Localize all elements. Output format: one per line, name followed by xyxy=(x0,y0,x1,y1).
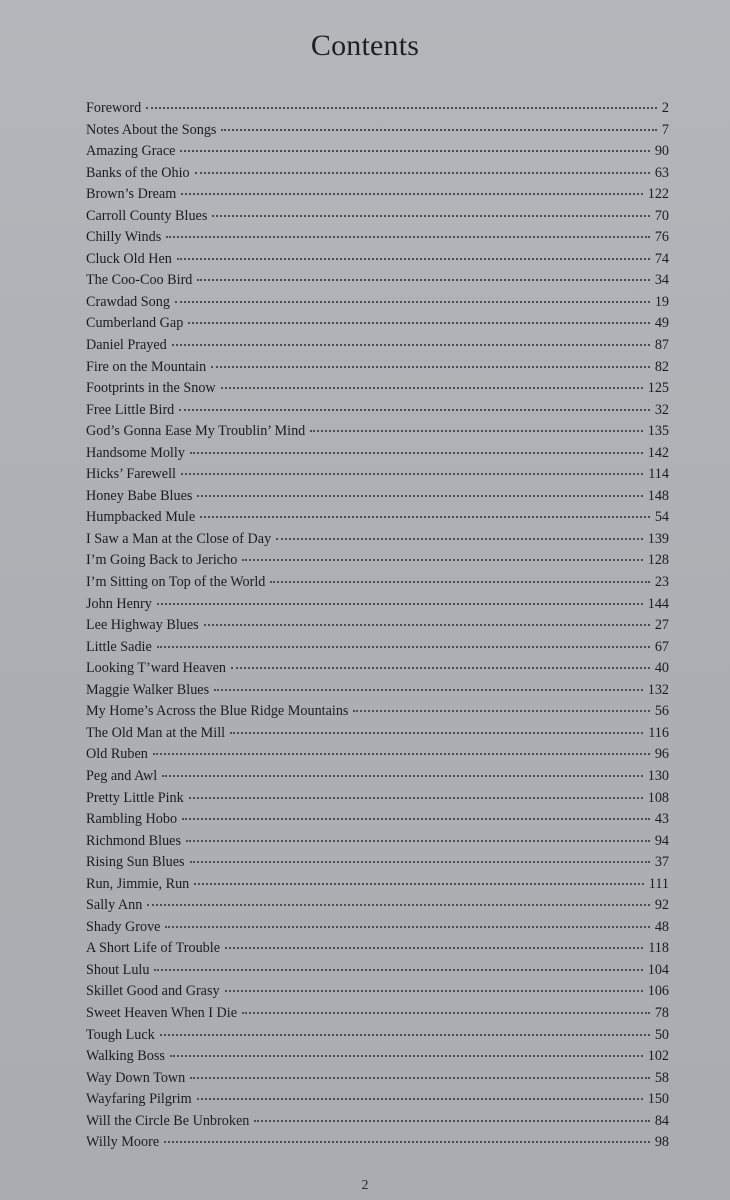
dot-leader xyxy=(225,946,643,949)
dot-leader xyxy=(195,171,650,174)
toc-entry xyxy=(86,292,669,314)
toc-entry-page: 78 xyxy=(654,1004,669,1021)
toc-entry xyxy=(86,744,669,766)
toc-entry xyxy=(86,1111,669,1133)
toc-entry-page: 90 xyxy=(654,143,669,160)
toc-entry xyxy=(86,529,669,551)
toc-entry-title: John Henry xyxy=(86,595,152,612)
toc-entry xyxy=(86,120,669,142)
toc-entry-title: Banks of the Ohio xyxy=(86,164,190,181)
toc-entry-page: 135 xyxy=(647,423,669,440)
dot-leader xyxy=(181,192,642,195)
toc-entry-title: Will the Circle Be Unbroken xyxy=(86,1112,250,1129)
toc-entry-title: Rising Sun Blues xyxy=(86,854,185,871)
toc-entry xyxy=(86,507,669,529)
toc-entry xyxy=(86,550,669,572)
toc-entry-title: Handsome Molly xyxy=(86,444,185,461)
toc-entry-title: Rambling Hobo xyxy=(86,811,178,828)
dot-leader xyxy=(214,688,643,691)
dot-leader xyxy=(146,106,657,109)
dot-leader xyxy=(147,903,649,906)
toc-entry xyxy=(86,421,669,443)
toc-entry-page: 92 xyxy=(654,897,669,914)
toc-entry xyxy=(86,1003,669,1025)
toc-entry-title: Walking Boss xyxy=(86,1048,165,1065)
toc-entry-title: Honey Babe Blues xyxy=(86,487,193,504)
dot-leader xyxy=(254,1119,649,1122)
dot-leader xyxy=(188,321,649,324)
dot-leader xyxy=(189,796,643,799)
toc-entry-title: Shady Grove xyxy=(86,918,161,935)
toc-entry xyxy=(86,184,669,206)
toc-entry-title: Wayfaring Pilgrim xyxy=(86,1091,192,1108)
toc-entry-page: 54 xyxy=(654,509,669,526)
toc-entry-page: 50 xyxy=(654,1026,669,1043)
toc-entry-title: Brown’s Dream xyxy=(86,186,177,203)
dot-leader xyxy=(197,1097,643,1100)
dot-leader xyxy=(190,451,643,454)
toc-entry-title: Tough Luck xyxy=(86,1026,155,1043)
toc-entry xyxy=(86,938,669,960)
dot-leader xyxy=(164,1140,650,1143)
page-title: Contents xyxy=(310,29,420,62)
toc-entry-page: 70 xyxy=(654,207,669,224)
toc-entry-title: Daniel Prayed xyxy=(86,337,167,354)
toc-entry-title: Lee Highway Blues xyxy=(86,617,199,634)
toc-entry-page: 27 xyxy=(654,617,669,634)
toc-entry-page: 106 xyxy=(647,983,669,1000)
toc-entry-page: 40 xyxy=(654,660,669,677)
toc-entry xyxy=(86,809,669,831)
toc-entry-page: 76 xyxy=(654,229,669,246)
toc-entry-title: The Coo-Coo Bird xyxy=(86,272,193,289)
dot-leader xyxy=(157,645,650,648)
dot-leader xyxy=(153,752,650,755)
toc-entry-title: Humpbacked Mule xyxy=(86,509,196,526)
toc-entry-page: 67 xyxy=(654,638,669,655)
toc-entry xyxy=(86,486,669,508)
toc-entry xyxy=(86,98,669,120)
toc-entry xyxy=(86,1046,669,1068)
toc-entry xyxy=(86,917,669,939)
dot-leader xyxy=(200,515,650,518)
toc-entry-title: My Home’s Across the Blue Ridge Mountains xyxy=(86,703,349,720)
toc-entry-page: 34 xyxy=(654,272,669,289)
dot-leader xyxy=(353,709,649,712)
toc-entry-title: Little Sadie xyxy=(86,638,152,655)
toc-entry-page: 116 xyxy=(648,724,669,741)
dot-leader xyxy=(186,839,650,842)
toc-entry xyxy=(86,443,669,465)
toc-entry-title: God’s Gonna Ease My Troublin’ Mind xyxy=(86,423,306,440)
dot-leader xyxy=(180,149,649,152)
page-number: 2 xyxy=(361,1178,369,1193)
toc-entry-title: The Old Man at the Mill xyxy=(86,724,226,741)
dot-leader xyxy=(154,968,642,971)
dot-leader xyxy=(177,257,650,260)
toc-entry-page: 130 xyxy=(647,767,669,784)
dot-leader xyxy=(194,882,644,885)
toc-entry xyxy=(86,313,669,335)
toc-entry-page: 111 xyxy=(648,875,669,892)
toc-entry-title: Sweet Heaven When I Die xyxy=(86,1004,238,1021)
toc-entry xyxy=(86,249,669,271)
toc-entry xyxy=(86,206,669,228)
dot-leader xyxy=(211,365,650,368)
dot-leader xyxy=(190,860,650,863)
dot-leader xyxy=(172,343,650,346)
dot-leader xyxy=(165,925,649,928)
toc-entry xyxy=(86,852,669,874)
toc-entry-page: 139 xyxy=(647,530,669,547)
toc-entry-title: Foreword xyxy=(86,100,142,116)
toc-entry xyxy=(86,615,669,637)
toc-entry-title: Way Down Town xyxy=(86,1069,186,1086)
dot-leader xyxy=(276,537,643,540)
toc-entry-page: 132 xyxy=(647,681,669,698)
toc-entry-page: 125 xyxy=(647,380,669,397)
toc-entry-title: Sally Ann xyxy=(86,897,143,914)
toc-entry-title: Maggie Walker Blues xyxy=(86,681,210,698)
toc-entry-page: 104 xyxy=(647,961,669,978)
toc-entry-page: 144 xyxy=(647,595,669,612)
toc-entry-page: 96 xyxy=(654,746,669,763)
toc-entry-page: 142 xyxy=(647,444,669,461)
toc-entry xyxy=(86,357,669,379)
dot-leader xyxy=(204,623,650,626)
toc-entry xyxy=(86,270,669,292)
dot-leader xyxy=(212,214,649,217)
dot-leader xyxy=(225,989,643,992)
toc-entry xyxy=(86,572,669,594)
toc-entry xyxy=(86,701,669,723)
toc-entry-page: 122 xyxy=(647,186,669,203)
toc-entry-title: Richmond Blues xyxy=(86,832,181,849)
toc-entry-page: 48 xyxy=(654,918,669,935)
toc-entry xyxy=(86,1089,669,1111)
toc-entry xyxy=(86,1025,669,1047)
toc-entry-page: 84 xyxy=(654,1112,669,1129)
toc-entry-page: 108 xyxy=(647,789,669,806)
toc-entry-page: 2 xyxy=(661,100,669,116)
dot-leader xyxy=(197,278,649,281)
toc-entry-page: 98 xyxy=(654,1134,669,1151)
toc-entry-page: 87 xyxy=(654,337,669,354)
toc-entry xyxy=(86,1132,669,1154)
toc-entry-page: 19 xyxy=(654,293,669,310)
toc-entry-title: Amazing Grace xyxy=(86,143,176,160)
toc-entry xyxy=(86,464,669,486)
toc-entry-page: 43 xyxy=(654,811,669,828)
dot-leader xyxy=(242,558,642,561)
toc-entry-title: Looking T’ward Heaven xyxy=(86,660,226,677)
toc-entry xyxy=(86,1068,669,1090)
dot-leader xyxy=(162,774,643,777)
dot-leader xyxy=(221,386,643,389)
toc-entry-title: Skillet Good and Grasy xyxy=(86,983,220,1000)
toc-entry-title: Carroll County Blues xyxy=(86,207,208,224)
toc-entry xyxy=(86,227,669,249)
toc-entry-page: 148 xyxy=(647,487,669,504)
toc-entry-page: 150 xyxy=(647,1091,669,1108)
dot-leader xyxy=(181,472,643,475)
dot-leader xyxy=(179,408,650,411)
toc-entry-title: Footprints in the Snow xyxy=(86,380,216,397)
toc-entry xyxy=(86,723,669,745)
dot-leader xyxy=(157,602,643,605)
table-of-contents xyxy=(86,98,669,1154)
toc-entry-title: I’m Going Back to Jericho xyxy=(86,552,238,569)
dot-leader xyxy=(310,429,642,432)
toc-entry xyxy=(86,960,669,982)
dot-leader xyxy=(175,300,650,303)
toc-entry-page: 128 xyxy=(647,552,669,569)
toc-entry-title: Willy Moore xyxy=(86,1134,160,1151)
dot-leader xyxy=(221,128,656,131)
dot-leader xyxy=(270,580,649,583)
toc-entry-title: Run, Jimmie, Run xyxy=(86,875,190,892)
dot-leader xyxy=(230,731,643,734)
dot-leader xyxy=(170,1054,643,1057)
toc-entry xyxy=(86,766,669,788)
dot-leader xyxy=(231,666,650,669)
dot-leader xyxy=(197,494,642,497)
toc-entry xyxy=(86,981,669,1003)
toc-entry-title: Pretty Little Pink xyxy=(86,789,184,806)
toc-entry xyxy=(86,400,669,422)
toc-entry-title: I’m Sitting on Top of the World xyxy=(86,574,266,591)
toc-entry xyxy=(86,141,669,163)
toc-entry-title: Chilly Winds xyxy=(86,229,162,246)
toc-entry xyxy=(86,163,669,185)
toc-entry-page: 49 xyxy=(654,315,669,332)
toc-entry-title: A Short Life of Trouble xyxy=(86,940,220,957)
dot-leader xyxy=(160,1033,650,1036)
dot-leader xyxy=(182,817,650,820)
toc-entry-page: 74 xyxy=(654,250,669,267)
toc-entry xyxy=(86,874,669,896)
toc-entry-page: 58 xyxy=(654,1069,669,1086)
toc-entry xyxy=(86,335,669,357)
toc-entry-title: Crawdad Song xyxy=(86,293,170,310)
toc-entry xyxy=(86,658,669,680)
toc-entry-page: 32 xyxy=(654,401,669,418)
toc-entry xyxy=(86,378,669,400)
toc-entry xyxy=(86,594,669,616)
toc-entry-title: Free Little Bird xyxy=(86,401,175,418)
toc-entry-page: 118 xyxy=(648,940,669,957)
toc-entry-page: 63 xyxy=(654,164,669,181)
toc-entry-page: 7 xyxy=(661,121,669,138)
toc-entry-title: Old Ruben xyxy=(86,746,148,763)
toc-entry-title: Fire on the Mountain xyxy=(86,358,207,375)
toc-entry xyxy=(86,680,669,702)
toc-entry-page: 82 xyxy=(654,358,669,375)
toc-entry-title: Hicks’ Farewell xyxy=(86,466,176,483)
toc-entry xyxy=(86,831,669,853)
toc-entry-title: Shout Lulu xyxy=(86,961,150,978)
toc-entry-page: 23 xyxy=(654,574,669,591)
toc-entry-title: I Saw a Man at the Close of Day xyxy=(86,530,272,547)
dot-leader xyxy=(242,1011,650,1014)
toc-entry-title: Notes About the Songs xyxy=(86,121,217,138)
toc-entry-page: 102 xyxy=(647,1048,669,1065)
toc-entry-page: 56 xyxy=(654,703,669,720)
toc-entry-page: 37 xyxy=(654,854,669,871)
toc-entry xyxy=(86,788,669,810)
toc-entry-page: 114 xyxy=(648,466,669,483)
toc-entry-title: Peg and Awl xyxy=(86,767,158,784)
toc-entry-page: 94 xyxy=(654,832,669,849)
dot-leader xyxy=(190,1076,650,1079)
toc-entry xyxy=(86,637,669,659)
toc-entry xyxy=(86,895,669,917)
toc-entry-title: Cluck Old Hen xyxy=(86,250,172,267)
dot-leader xyxy=(166,235,650,238)
toc-entry-title: Cumberland Gap xyxy=(86,315,184,332)
